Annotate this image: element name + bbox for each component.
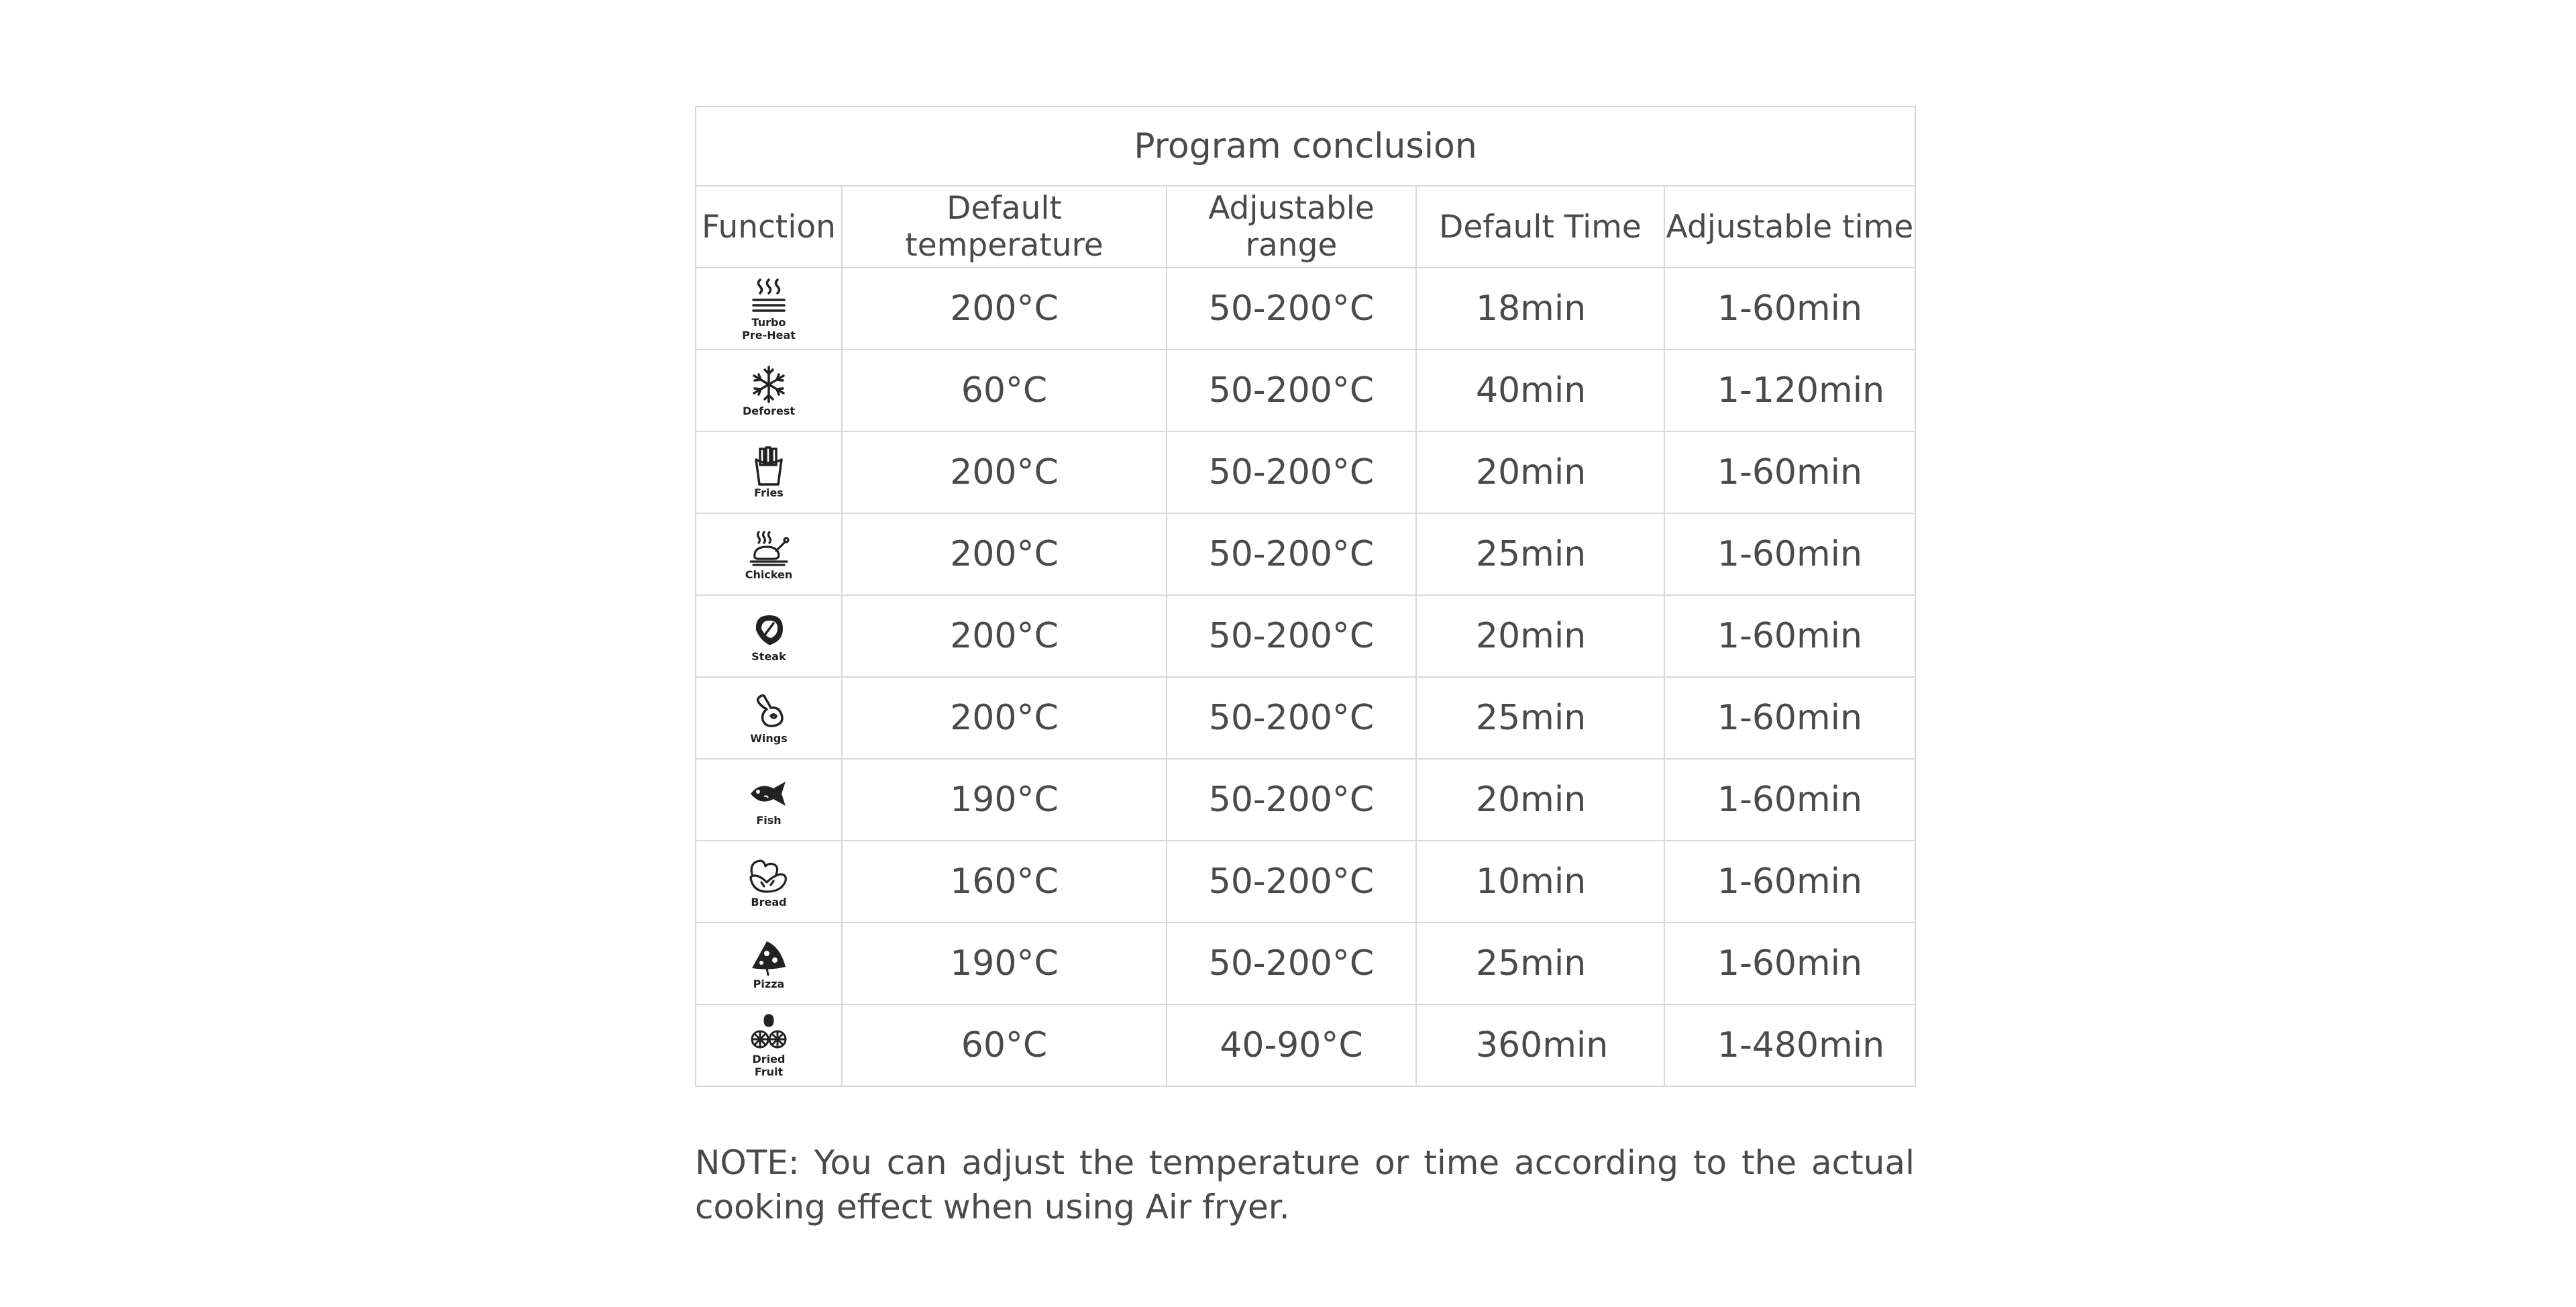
adjustable-range-cell: 50-200°C <box>1167 759 1416 841</box>
adjustable-time-cell: 1-60min <box>1664 759 1915 841</box>
default-time-cell: 20min <box>1416 431 1664 513</box>
header-function: Function <box>696 186 842 268</box>
function-label: Turbo Pre-Heat <box>742 316 796 342</box>
function-label: Dried Fruit <box>752 1053 786 1078</box>
fish-icon <box>747 774 791 814</box>
chicken-icon <box>747 528 791 568</box>
title-row <box>696 107 1915 186</box>
header-adjustable-time: Adjustable time <box>1664 186 1915 268</box>
function-label: Deforest <box>743 404 795 417</box>
default-time-cell: 10min <box>1416 841 1664 923</box>
adjustable-range-cell: 50-200°C <box>1167 431 1416 513</box>
default-temperature-cell: 200°C <box>842 431 1167 513</box>
function-cell <box>696 677 842 759</box>
program-table <box>695 106 1916 1087</box>
header-default-temperature: Default temperature <box>842 186 1167 268</box>
table-row <box>696 595 1915 677</box>
header-adjustable-range: Adjustable range <box>1167 186 1416 268</box>
default-time-cell: 25min <box>1416 513 1664 595</box>
bread-icon <box>747 855 791 896</box>
function-cell <box>696 923 842 1004</box>
adjustable-time-cell: 1-480min <box>1664 1004 1915 1086</box>
default-temperature-cell: 200°C <box>842 513 1167 595</box>
function-label: Steak <box>751 649 786 663</box>
function-cell <box>696 1004 842 1086</box>
default-time-cell: 25min <box>1416 677 1664 759</box>
table-row <box>696 1004 1915 1086</box>
default-temperature-cell: 60°C <box>842 1004 1167 1086</box>
function-label: Bread <box>751 895 787 908</box>
default-temperature-cell: 60°C <box>842 350 1167 431</box>
adjustable-time-cell: 1-60min <box>1664 431 1915 513</box>
adjustable-range-cell: 40-90°C <box>1167 1004 1416 1086</box>
adjustable-time-cell: 1-60min <box>1664 595 1915 677</box>
adjustable-time-cell: 1-120min <box>1664 350 1915 431</box>
default-temperature-cell: 190°C <box>842 923 1167 1004</box>
function-label: Pizza <box>753 977 785 990</box>
pizza-icon <box>747 937 791 978</box>
wings-icon <box>747 692 791 732</box>
adjustable-range-cell: 50-200°C <box>1167 513 1416 595</box>
adjustable-time-cell: 1-60min <box>1664 923 1915 1004</box>
function-cell <box>696 268 842 350</box>
default-temperature-cell: 200°C <box>842 268 1167 350</box>
adjustable-range-cell: 50-200°C <box>1167 595 1416 677</box>
function-cell <box>696 350 842 431</box>
adjustable-range-cell: 50-200°C <box>1167 677 1416 759</box>
fries-icon <box>747 446 791 486</box>
note-text: NOTE: You can adjust the temperature or time according to the actual cooking effect when using Air fryer. <box>695 1143 1915 1226</box>
defrost-snowflake-icon <box>747 364 791 405</box>
table-row <box>696 431 1915 513</box>
function-cell <box>696 595 842 677</box>
adjustable-time-cell: 1-60min <box>1664 841 1915 923</box>
adjustable-range-cell: 50-200°C <box>1167 350 1416 431</box>
function-label: Chicken <box>745 568 793 581</box>
default-temperature-cell: 160°C <box>842 841 1167 923</box>
table-row <box>696 513 1915 595</box>
steak-icon <box>747 610 791 650</box>
table-row <box>696 268 1915 350</box>
dried-fruit-icon <box>747 1012 791 1053</box>
default-time-cell: 20min <box>1416 759 1664 841</box>
default-time-cell: 25min <box>1416 923 1664 1004</box>
adjustable-time-cell: 1-60min <box>1664 677 1915 759</box>
function-cell <box>696 759 842 841</box>
adjustable-time-cell: 1-60min <box>1664 513 1915 595</box>
default-temperature-cell: 200°C <box>842 677 1167 759</box>
table-row <box>696 677 1915 759</box>
function-cell <box>696 513 842 595</box>
header-row <box>696 186 1915 268</box>
adjustable-range-cell: 50-200°C <box>1167 841 1416 923</box>
default-time-cell: 20min <box>1416 595 1664 677</box>
default-time-cell: 18min <box>1416 268 1664 350</box>
function-label: Fish <box>756 813 782 827</box>
default-time-cell: 360min <box>1416 1004 1664 1086</box>
default-temperature-cell: 190°C <box>842 759 1167 841</box>
turbo-preheat-icon <box>747 276 791 316</box>
table-row <box>696 350 1915 431</box>
adjustable-range-cell: 50-200°C <box>1167 923 1416 1004</box>
adjustable-time-cell: 1-60min <box>1664 268 1915 350</box>
table-row <box>696 841 1915 923</box>
default-temperature-cell: 200°C <box>842 595 1167 677</box>
function-cell <box>696 841 842 923</box>
function-label: Fries <box>754 486 784 499</box>
table-row <box>696 759 1915 841</box>
function-label: Wings <box>750 731 788 745</box>
adjustable-range-cell: 50-200°C <box>1167 268 1416 350</box>
table-row <box>696 923 1915 1004</box>
header-default-time: Default Time <box>1416 186 1664 268</box>
table-title: Program conclusion <box>696 107 1915 186</box>
function-cell <box>696 431 842 513</box>
default-time-cell: 40min <box>1416 350 1664 431</box>
